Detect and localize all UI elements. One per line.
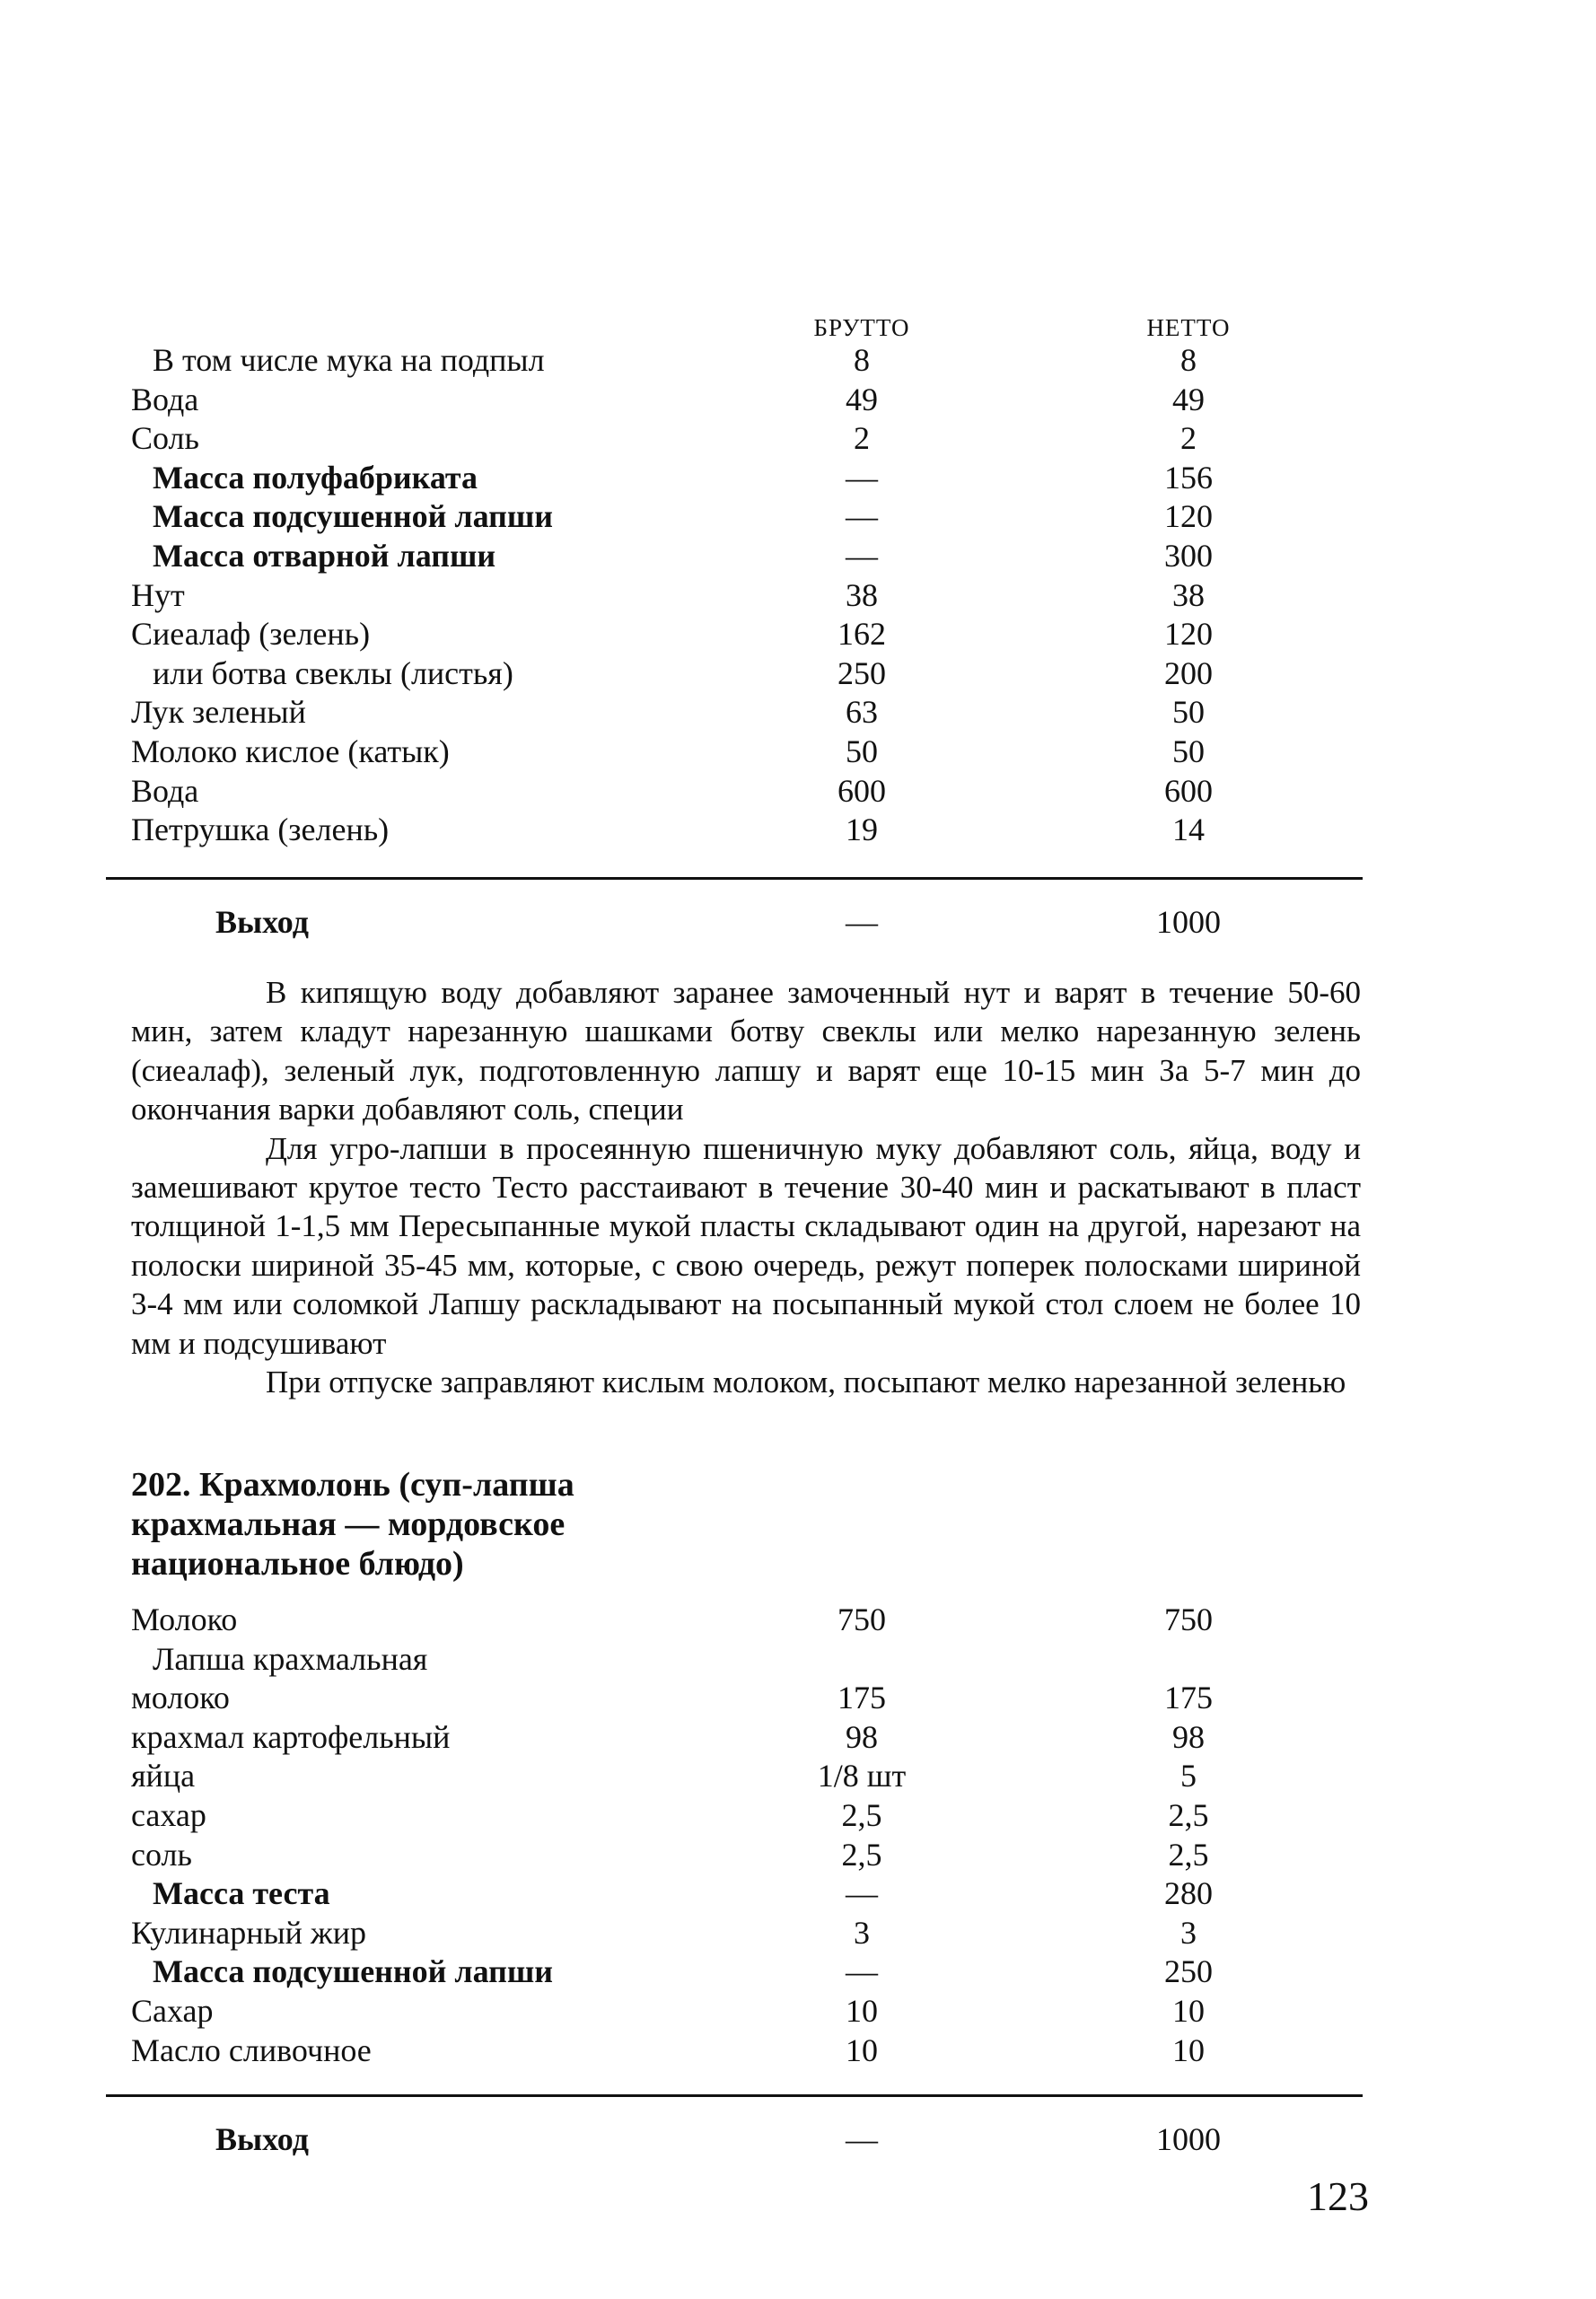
ingredient-name: соль <box>131 1836 192 1873</box>
ingredient-name: В том числе мука на подпыл <box>153 342 545 378</box>
table-row <box>0 772 1596 812</box>
ingredient-name: сахар <box>131 1796 206 1833</box>
yield-label: Выход <box>215 2121 309 2157</box>
yield-net: 1000 <box>1156 904 1221 940</box>
gross-weight: 49 <box>846 381 878 417</box>
net-weight: 2 <box>1180 420 1197 457</box>
net-weight: 49 <box>1172 381 1205 417</box>
yield-net: 1000 <box>1156 2121 1221 2157</box>
ingredient-name: Масса подсушенной лапши <box>153 498 553 535</box>
ingredient-name: Лук зеленый <box>131 694 306 731</box>
ingredient-name: Масло сливочное <box>131 2031 372 2068</box>
net-weight: 120 <box>1164 616 1213 653</box>
gross-weight: 10 <box>846 2031 878 2068</box>
table-row <box>0 2031 1596 2071</box>
table-row <box>0 693 1596 733</box>
table-row <box>0 537 1596 576</box>
ingredient-name: Соль <box>131 420 199 457</box>
net-weight: 14 <box>1172 812 1205 848</box>
gross-weight: 63 <box>846 694 878 731</box>
gross-weight: 3 <box>854 1914 870 1951</box>
ingredient-name: Вода <box>131 381 199 417</box>
gross-weight: 8 <box>854 342 870 378</box>
gross-weight: 19 <box>846 812 878 848</box>
ingredient-name: Молоко <box>131 1601 238 1637</box>
ingredient-name: Масса подсушенной лапши <box>153 1953 553 1990</box>
gross-weight: 50 <box>846 733 878 769</box>
ingredient-name: Масса полуфабриката <box>153 459 478 496</box>
net-weight: 175 <box>1164 1680 1213 1716</box>
table-row <box>0 1796 1596 1836</box>
table-row <box>0 341 1596 381</box>
ingredient-name: крахмал картофельный <box>131 1718 451 1755</box>
section-title: 202. Крахмолонь (суп-лапша крахмальная — мордовское национальное блюдо) <box>131 1466 574 1583</box>
gross-weight: 2,5 <box>841 1836 882 1873</box>
ingredient-name: Сахар <box>131 1992 214 2029</box>
ingredient-name: Петрушка (зелень) <box>131 812 390 848</box>
table-1-rule <box>106 877 1363 880</box>
net-weight: 200 <box>1164 654 1213 691</box>
net-weight: 5 <box>1180 1758 1197 1794</box>
net-weight: 10 <box>1172 1992 1205 2029</box>
gross-weight: 750 <box>837 1601 886 1637</box>
gross-weight: 162 <box>837 616 886 653</box>
net-weight: 2,5 <box>1168 1796 1209 1833</box>
gross-weight: — <box>846 498 878 535</box>
gross-weight: — <box>846 459 878 496</box>
ingredient-name: Вода <box>131 772 199 809</box>
ingredient-name: Нут <box>131 576 185 613</box>
page-number: 123 <box>1307 2173 1369 2219</box>
gross-weight: 2 <box>854 420 870 457</box>
table-row <box>0 1914 1596 1953</box>
gross-weight: 10 <box>846 1992 878 2029</box>
net-weight: 600 <box>1164 772 1213 809</box>
net-weight: 280 <box>1164 1875 1213 1912</box>
ingredient-name: Масса теста <box>153 1875 330 1912</box>
net-weight: 98 <box>1172 1718 1205 1755</box>
ingredient-name: Лапша крахмальная <box>153 1640 428 1677</box>
table-row <box>0 1836 1596 1875</box>
gross-weight: 1/8 шт <box>817 1758 907 1794</box>
table-2-rule <box>106 2094 1363 2097</box>
net-weight: 120 <box>1164 498 1213 535</box>
column-header-gross: БРУТТО <box>813 314 910 341</box>
table-row <box>0 654 1596 694</box>
ingredient-name: яйца <box>131 1758 196 1794</box>
paragraph: При отпуске заправляют кислым молоком, посыпают мелко нарезанной зеленью <box>266 1364 1346 1400</box>
ingredients-table-2 <box>0 1601 1596 2070</box>
table-row <box>0 811 1596 850</box>
net-weight: 10 <box>1172 2031 1205 2068</box>
gross-weight: 600 <box>837 772 886 809</box>
net-weight: 3 <box>1180 1914 1197 1951</box>
table-row <box>0 576 1596 616</box>
net-weight: 50 <box>1172 694 1205 731</box>
paragraph: Для угро-лапши в просеянную пшеничную муку добавляют соль, яйца, воду и замешивают крутое тесто Тесто расстаивают в течение 30-40 мин и раскатывают в пласт толщиной 1-1,5 мм Пересыпанные мукой пласты складывают один на другой, нарезают на полоски шириной 35-45 мм, которые, с свою очередь, режут поперек полосками шириной 3-4 мм или соломкой Лапшу раскладывают на посыпанный мукой стол слоем не более 10 мм и подсушивают <box>131 1130 1361 1361</box>
ingredient-name: Молоко кислое (катык) <box>131 733 450 769</box>
table-row <box>0 381 1596 420</box>
table-row <box>0 497 1596 537</box>
gross-weight: 38 <box>846 576 878 613</box>
net-weight: 2,5 <box>1168 1836 1209 1873</box>
paragraph: В кипящую воду добавляют заранее замоченный нут и варят в течение 50-60 мин, затем кладут нарезанную шашками ботву свеклы или мелко нарезанную зелень (сиеалаф), зеленый лук, подготовленную лапшу и варят еще 10-15 мин За 5-7 мин до окончания варки добавляют соль, специи <box>131 975 1361 1128</box>
yield-gross: — <box>846 2121 878 2157</box>
gross-weight: — <box>846 1875 878 1912</box>
yield-label: Выход <box>215 904 309 940</box>
net-weight: 38 <box>1172 576 1205 613</box>
gross-weight: — <box>846 1953 878 1990</box>
gross-weight: 175 <box>837 1680 886 1716</box>
table-row <box>0 1992 1596 2031</box>
ingredient-name: Масса отварной лапши <box>153 537 496 574</box>
gross-weight: — <box>846 537 878 574</box>
ingredient-name: или ботва свеклы (листья) <box>153 654 513 691</box>
gross-weight: 2,5 <box>841 1796 882 1833</box>
table-row <box>0 1757 1596 1796</box>
ingredient-name: Кулинарный жир <box>131 1914 367 1951</box>
net-weight: 300 <box>1164 537 1213 574</box>
column-header-net: НЕТТО <box>1146 314 1231 341</box>
table-row <box>0 1718 1596 1758</box>
net-weight: 156 <box>1164 459 1213 496</box>
ingredient-name: молоко <box>131 1680 230 1716</box>
table-row <box>0 419 1596 459</box>
ingredients-table-1 <box>0 341 1596 850</box>
gross-weight: 98 <box>846 1718 878 1755</box>
ingredient-name: Сиеалаф (зелень) <box>131 616 371 653</box>
net-weight: 250 <box>1164 1953 1213 1990</box>
gross-weight: 250 <box>837 654 886 691</box>
table-row <box>0 1640 1596 1680</box>
table-row <box>0 615 1596 654</box>
table-row <box>0 1679 1596 1718</box>
yield-gross: — <box>846 904 878 940</box>
table-row <box>0 1601 1596 1640</box>
recipe-instructions <box>131 973 1361 1401</box>
table-row <box>0 733 1596 772</box>
table-row <box>0 1874 1596 1914</box>
table-row <box>0 459 1596 498</box>
net-weight: 8 <box>1180 342 1197 378</box>
net-weight: 50 <box>1172 733 1205 769</box>
net-weight: 750 <box>1164 1601 1213 1637</box>
table-row <box>0 1952 1596 1992</box>
